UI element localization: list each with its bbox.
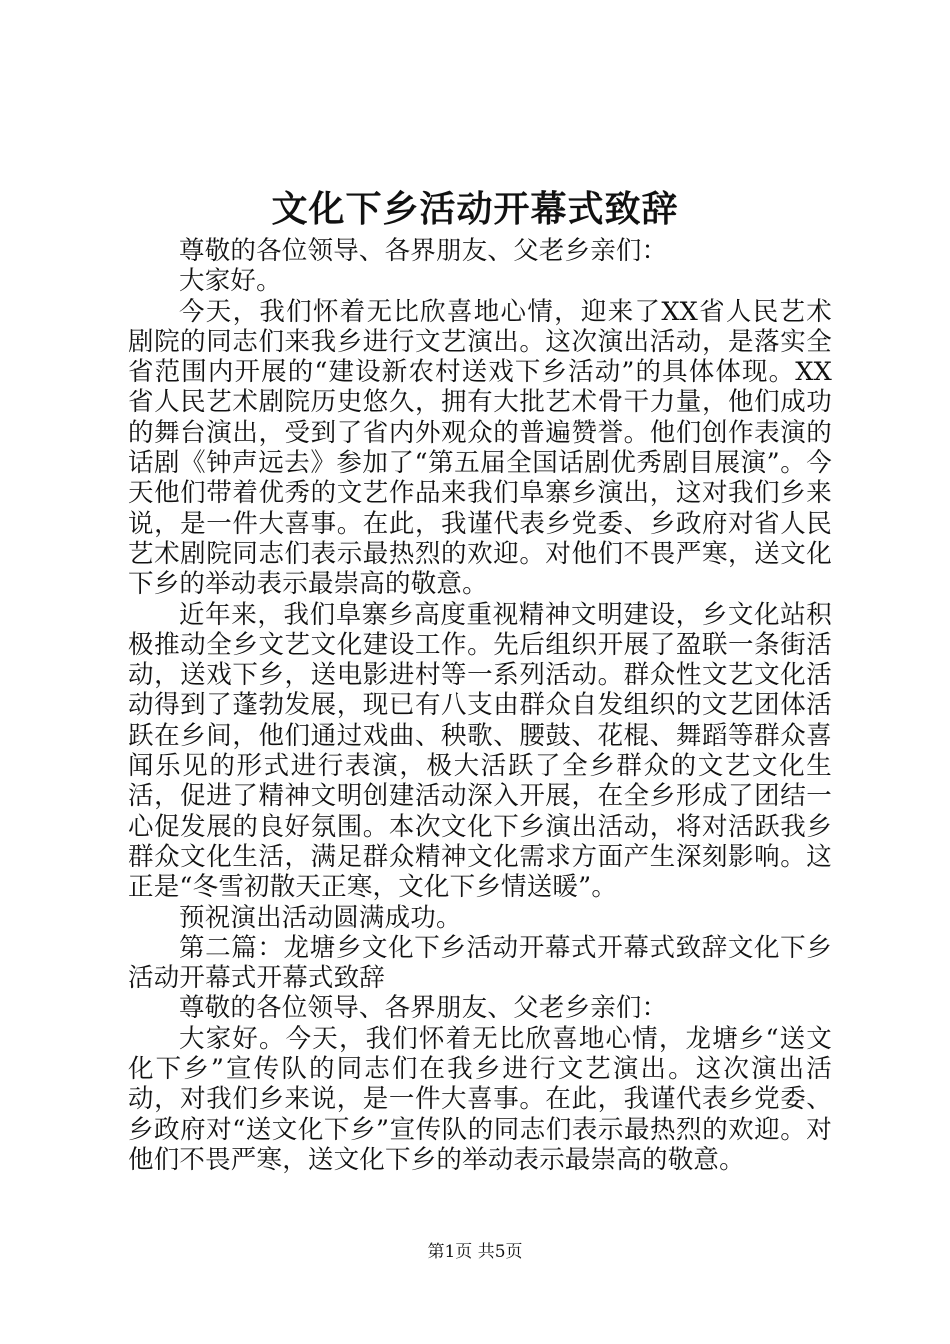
paragraph-second-title: 第二篇：龙塘乡文化下乡活动开幕式开幕式致辞文化下乡活动开幕式开幕式致辞 [128,932,832,994]
paragraph-wish: 预祝演出活动圆满成功。 [179,902,462,933]
page-number-footer: 第1页 共5页 [427,1242,523,1262]
paragraph-welcome: 今天，我们怀着无比欣喜地心情，迎来了XX省人民艺术剧院的同志们来我乡进行文艺演出。这次演出活动，是落实全省范围内开展的“建设新农村送戏下乡活动”的具体体现。XX省人民艺术剧院历史悠久，拥有大批艺术骨干力量，他们成功的舞台演出，受到了省内外观众的普遍赞誉。他们创作表演的话剧《钟声远去》参加了“第五届全国话剧优秀剧目展演”。今天他们带着优秀的文艺作品来我们阜寨乡演出，这对我们乡来说，是一件大喜事。在此，我谨代表乡党委、乡政府对省人民艺术剧院同志们表示最热烈的欢迎。对他们不畏严寒，送文化下乡的举动表示最崇高的敬意。 [128,296,832,600]
document-title: 文化下乡活动开幕式致辞 [271,188,679,230]
paragraph-greeting: 尊敬的各位领导、各界朋友、父老乡亲们： [179,236,668,266]
paragraph-hello: 大家好。 [179,266,282,297]
paragraph-greeting-2: 尊敬的各位领导、各界朋友、父老乡亲们： [179,993,668,1024]
paragraph-welcome-2: 大家好。今天，我们怀着无比欣喜地心情，龙塘乡“送文化下乡”宣传队的同志们在我乡进行文艺演出。这次演出活动，对我们乡来说，是一件大喜事。在此，我谨代表乡党委、乡政府对“送文化下乡”宣传队的同志们表示最热烈的欢迎。对他们不畏严寒，送文化下乡的举动表示最崇高的敬意。 [128,1023,832,1175]
document-body [128,236,832,1175]
paragraph-culture-work: 近年来，我们阜寨乡高度重视精神文明建设，乡文化站积极推动全乡文艺文化建设工作。先后组织开展了盈联一条街活动，送戏下乡，送电影进村等一系列活动。群众性文艺文化活动得到了蓬勃发展，现已有八支由群众自发组织的文艺团体活跃在乡间，他们通过戏曲、秧歌、腰鼓、花棍、舞蹈等群众喜闻乐见的形式进行表演，极大活跃了全乡群众的文艺文化生活，促进了精神文明创建活动深入开展，在全乡形成了团结一心促发展的良好氛围。本次文化下乡演出活动，将对活跃我乡群众文化生活，满足群众精神文化需求方面产生深刻影响。这正是“冬雪初散天正寒，文化下乡情送暖”。 [128,599,832,903]
